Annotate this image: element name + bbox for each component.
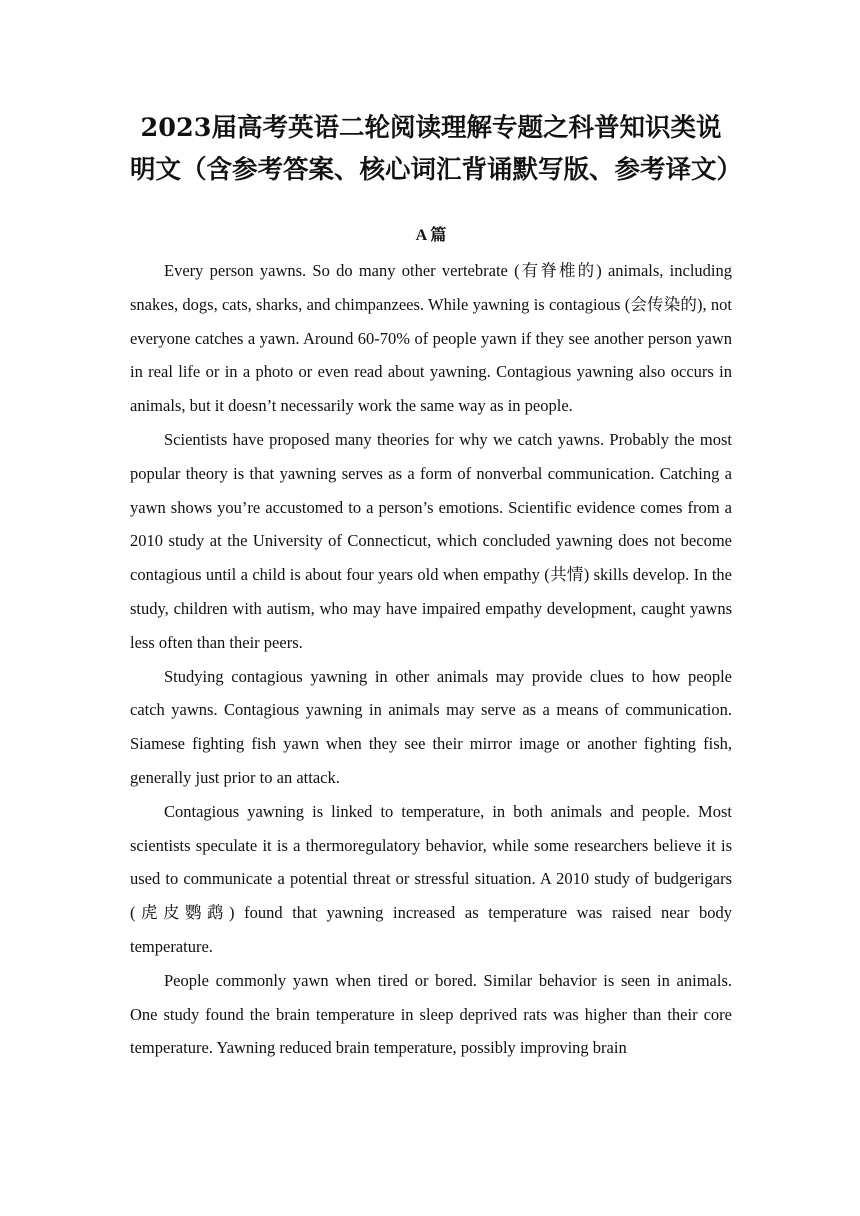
document-title: 2023届高考英语二轮阅读理解专题之科普知识类说明文（含参考答案、核心词汇背诵默写版、参考译文） <box>130 113 743 185</box>
paragraph-1: Every person yawns. So do many other vertebrate (有脊椎的) animals, including snakes, dogs, cats, sharks, and chimpanzees. While yawning is contagious (会传染的), not everyone catches a yawn. Around 60-70% of people yawn if they see another person yawn in real life or in a photo or even read about yawning. Contagious yawning also occurs in animals, but it doesn’t necessarily work the same way as in people. <box>130 261 732 416</box>
paragraph-4: Contagious yawning is linked to temperature, in both animals and people. Most scientists speculate it is a thermoregulatory behavior, while some researchers believe it is used to communicate a potential threat or stressful situation. A 2010 study of budgerigars (虎皮鹦鹉) found that yawning increased as temperature was raised near body temperature. <box>130 801 732 956</box>
article-body <box>130 254 732 1065</box>
paragraph-2: Scientists have proposed many theories for why we catch yawns. Probably the most popular theory is that yawning serves as a form of nonverbal communication. Catching a yawn shows you’re accustomed to a person’s emotions. Scientific evidence comes from a 2010 study at the University of Connecticut, which concluded yawning does not become contagious until a child is about four years old when empathy (共情) skills develop. In the study, children with autism, who may have impaired empathy development, caught yawns less often than their peers. <box>130 429 732 652</box>
paragraph-3: Studying contagious yawning in other animals may provide clues to how people catch yawns. Contagious yawning in animals may serve as a means of communication. Siamese fighting fish yawn when they see their mirror image or another fighting fish, generally just prior to an attack. <box>130 666 732 787</box>
section-heading: A 篇 <box>415 227 447 244</box>
paragraph-5: People commonly yawn when tired or bored. Similar behavior is seen in animals. One study found the brain temperature in sleep deprived rats was higher than their core temperature. Yawning reduced brain temperature, possibly improving brain <box>130 970 732 1058</box>
